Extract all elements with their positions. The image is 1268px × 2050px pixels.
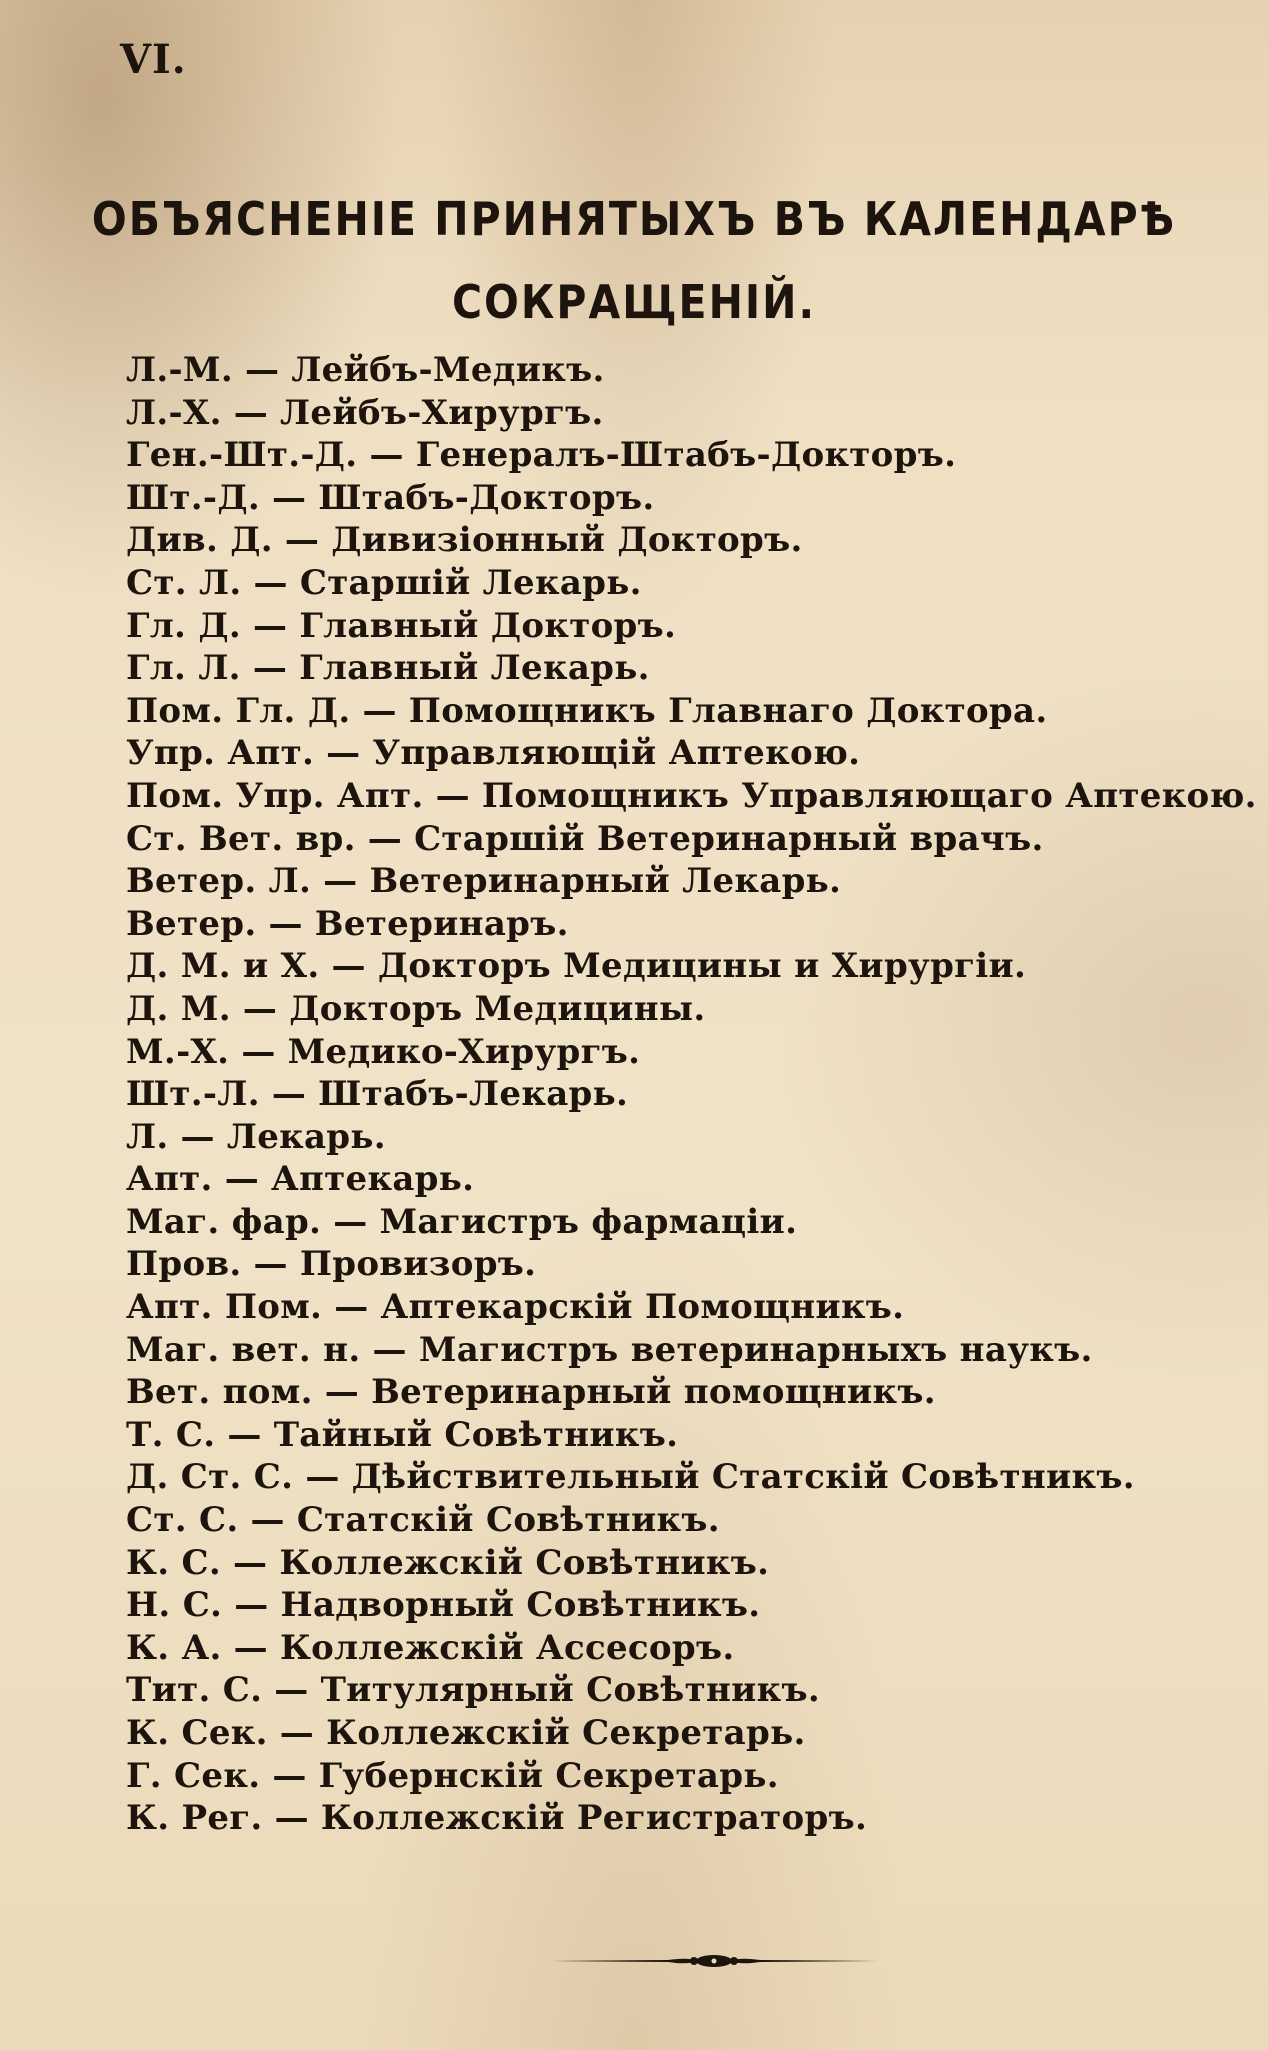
abbreviation-entry xyxy=(126,1712,1186,1755)
separator-dash: — xyxy=(227,1414,262,1455)
abbreviation: Ветер. xyxy=(126,903,257,944)
separator-dash: — xyxy=(250,1500,285,1541)
expansion: Провизоръ. xyxy=(299,1244,537,1285)
abbreviation-entry xyxy=(126,562,1186,605)
abbreviation: Гл. Д. xyxy=(126,605,241,646)
abbreviation: Ст. Л. xyxy=(126,562,242,603)
title-line-1: ОБЪЯСНЕНІЕ ПРИНЯТЫХЪ ВЪ КАЛЕНДАРѢ xyxy=(91,192,1177,247)
abbreviation-entry xyxy=(126,1797,1186,1840)
abbreviation: Н. С. xyxy=(126,1585,223,1626)
expansion: Коллежскій Регистраторъ. xyxy=(320,1798,868,1839)
separator-dash: — xyxy=(323,861,358,902)
abbreviation: Л.-Х. xyxy=(126,392,222,433)
expansion: Докторъ Медицины. xyxy=(289,988,706,1029)
separator-dash: — xyxy=(252,648,288,689)
abbreviation-entry xyxy=(126,1031,1186,1074)
separator-dash: — xyxy=(435,775,470,816)
abbreviation-list xyxy=(126,349,1257,1840)
expansion: Генералъ-Штабъ-Докторъ. xyxy=(415,435,957,476)
abbreviation-entry xyxy=(126,1329,1186,1372)
separator-dash: — xyxy=(362,690,397,731)
abbreviation: Ветер. Л. xyxy=(126,861,312,902)
abbreviation-entry xyxy=(126,1371,1186,1414)
abbreviation: Л. xyxy=(126,1116,169,1157)
expansion: Помощникъ Управляющаго Аптекою. xyxy=(481,775,1257,816)
expansion: Докторъ Медицины и Хирургіи. xyxy=(377,946,1027,987)
abbreviation: Тит. С. xyxy=(126,1670,263,1711)
abbreviation-entry xyxy=(126,1414,1186,1457)
separator-dash: — xyxy=(333,1201,368,1242)
expansion: Главный Докторъ. xyxy=(299,605,677,646)
separator-dash: — xyxy=(224,1159,259,1200)
expansion: Тайный Совѣтникъ. xyxy=(273,1414,679,1455)
abbreviation: Ст. Вет. вр. xyxy=(126,818,356,859)
separator-dash: — xyxy=(272,477,307,518)
abbreviation: Див. Д. xyxy=(126,520,273,561)
abbreviation: Д. М. xyxy=(126,988,231,1029)
separator-dash: — xyxy=(334,1287,369,1328)
abbreviation-entry xyxy=(126,349,1186,392)
abbreviation-entry xyxy=(126,647,1186,690)
page-number: VI. xyxy=(120,36,187,83)
abbreviation: Вет. пом. xyxy=(126,1372,313,1413)
separator-dash: — xyxy=(245,350,280,390)
title-line-2: СОКРАЩЕНІЙ. xyxy=(451,275,817,330)
abbreviation: К. Сек. xyxy=(126,1713,268,1753)
abbreviation-entry xyxy=(126,1158,1186,1201)
abbreviation: Пом. Гл. Д. xyxy=(126,690,351,731)
expansion: Старшій Ветеринарный врачъ. xyxy=(414,818,1044,859)
expansion: Аптекарскій Помощникъ. xyxy=(380,1287,905,1328)
separator-dash: — xyxy=(305,1457,340,1498)
separator-dash: — xyxy=(369,435,404,476)
abbreviation-entry xyxy=(126,818,1186,861)
abbreviation-entry xyxy=(126,1201,1186,1244)
expansion: Коллежскій Ассесоръ. xyxy=(279,1627,735,1668)
abbreviation-entry xyxy=(126,392,1186,435)
abbreviation: Л.-М. xyxy=(126,350,233,390)
expansion: Магистръ фармаціи. xyxy=(379,1201,798,1242)
separator-dash: — xyxy=(233,392,269,433)
abbreviation: Д. М. и Х. xyxy=(126,946,320,987)
separator-dash: — xyxy=(272,1755,307,1796)
abbreviation-entry xyxy=(126,945,1186,988)
abbreviation-entry xyxy=(126,1669,1186,1712)
separator-dash: — xyxy=(271,1074,307,1115)
expansion: Ветеринарный Лекарь. xyxy=(369,861,842,902)
abbreviation-entry xyxy=(126,988,1186,1031)
expansion: Управляющій Аптекою. xyxy=(372,733,861,774)
expansion: Лейбъ-Хирургъ. xyxy=(280,392,604,433)
abbreviation-entry xyxy=(126,1243,1186,1286)
expansion: Штабъ-Лекарь. xyxy=(318,1074,629,1115)
expansion: Дѣйствительный Статскій Совѣтникъ. xyxy=(351,1457,1135,1498)
expansion: Дивизіонный Докторъ. xyxy=(331,520,803,561)
abbreviation: Маг. фар. xyxy=(126,1201,322,1242)
expansion: Ветеринаръ. xyxy=(314,903,569,944)
abbreviation-entry xyxy=(126,434,1186,477)
separator-dash: — xyxy=(180,1116,215,1157)
expansion: Аптекарь. xyxy=(271,1159,475,1200)
abbreviation: Упр. Апт. xyxy=(126,733,315,774)
abbreviation-entry xyxy=(126,860,1186,903)
separator-dash: — xyxy=(268,903,303,944)
separator-dash: — xyxy=(253,562,288,603)
expansion: Коллежскій Совѣтникъ. xyxy=(279,1542,770,1583)
abbreviation: К. А. xyxy=(126,1627,222,1668)
separator-dash: — xyxy=(372,1329,407,1370)
abbreviation: Д. Ст. С. xyxy=(126,1457,294,1498)
abbreviation-entry xyxy=(126,477,1186,520)
abbreviation: Шт.-Д. xyxy=(126,477,260,518)
abbreviation: Апт. Пом. xyxy=(126,1287,323,1328)
abbreviation: Ген.-Шт.-Д. xyxy=(126,435,358,476)
abbreviation-entry xyxy=(126,1584,1186,1627)
expansion: Лейбъ-Медикъ. xyxy=(291,350,605,390)
page-title xyxy=(0,178,1268,344)
expansion: Губернскій Секретарь. xyxy=(318,1755,779,1796)
expansion: Статскій Совѣтникъ. xyxy=(296,1500,720,1541)
abbreviation-entry xyxy=(126,775,1257,818)
separator-dash: — xyxy=(253,605,288,646)
expansion: Лекарь. xyxy=(226,1116,386,1157)
abbreviation: Апт. xyxy=(126,1159,213,1200)
abbreviation: Г. Сек. xyxy=(126,1755,261,1796)
abbreviation: Т. С. xyxy=(126,1414,216,1455)
abbreviation-entry xyxy=(126,1456,1186,1499)
abbreviation-entry xyxy=(126,690,1186,733)
abbreviation-entry xyxy=(126,519,1186,562)
abbreviation-entry xyxy=(126,732,1186,775)
separator-dash: — xyxy=(233,1627,268,1668)
separator-dash: — xyxy=(326,733,361,774)
separator-dash: — xyxy=(324,1372,360,1413)
separator-dash: — xyxy=(241,1031,276,1072)
abbreviation: К. Рег. xyxy=(126,1798,263,1839)
expansion: Титулярный Совѣтникъ. xyxy=(320,1670,821,1711)
separator-dash: — xyxy=(233,1542,268,1583)
abbreviation: Пров. xyxy=(126,1244,242,1285)
abbreviation-entry xyxy=(126,1073,1186,1116)
expansion: Медико-Хирургъ. xyxy=(287,1031,641,1072)
separator-dash: — xyxy=(274,1670,309,1711)
abbreviation-entry xyxy=(126,1755,1186,1798)
separator-dash: — xyxy=(242,988,278,1029)
expansion: Коллежскій Секретарь. xyxy=(326,1713,806,1753)
expansion: Главный Лекарь. xyxy=(299,648,650,689)
expansion: Штабъ-Докторъ. xyxy=(318,477,655,518)
abbreviation: Гл. Л. xyxy=(126,648,241,689)
abbreviation: Ст. С. xyxy=(126,1500,239,1541)
separator-dash: — xyxy=(284,520,320,561)
expansion: Старшій Лекарь. xyxy=(299,562,642,603)
separator-dash: — xyxy=(274,1798,309,1839)
abbreviation-entry xyxy=(126,1116,1186,1159)
abbreviation-entry xyxy=(126,903,1186,946)
expansion: Ветеринарный помощникъ. xyxy=(371,1372,936,1413)
abbreviation: Пом. Упр. Апт. xyxy=(126,775,424,816)
abbreviation: М.-Х. xyxy=(126,1031,230,1072)
separator-dash: — xyxy=(234,1585,269,1626)
expansion: Надворный Совѣтникъ. xyxy=(280,1585,761,1626)
ornament-divider xyxy=(548,1948,880,1974)
abbreviation-entry xyxy=(126,605,1186,648)
abbreviation-entry xyxy=(126,1286,1186,1329)
abbreviation: К. С. xyxy=(126,1542,221,1583)
abbreviation-entry xyxy=(126,1627,1186,1670)
abbreviation: Шт.-Л. xyxy=(126,1074,260,1115)
abbreviation: Маг. вет. н. xyxy=(126,1329,361,1370)
separator-dash: — xyxy=(279,1713,315,1753)
abbreviation-entry xyxy=(126,1542,1186,1585)
separator-dash: — xyxy=(253,1244,288,1285)
abbreviation-entry xyxy=(126,1499,1186,1542)
separator-dash: — xyxy=(331,946,366,987)
expansion: Магистръ ветеринарныхъ наукъ. xyxy=(418,1329,1093,1370)
separator-dash: — xyxy=(367,818,403,859)
expansion: Помощникъ Главнаго Доктора. xyxy=(408,690,1048,731)
